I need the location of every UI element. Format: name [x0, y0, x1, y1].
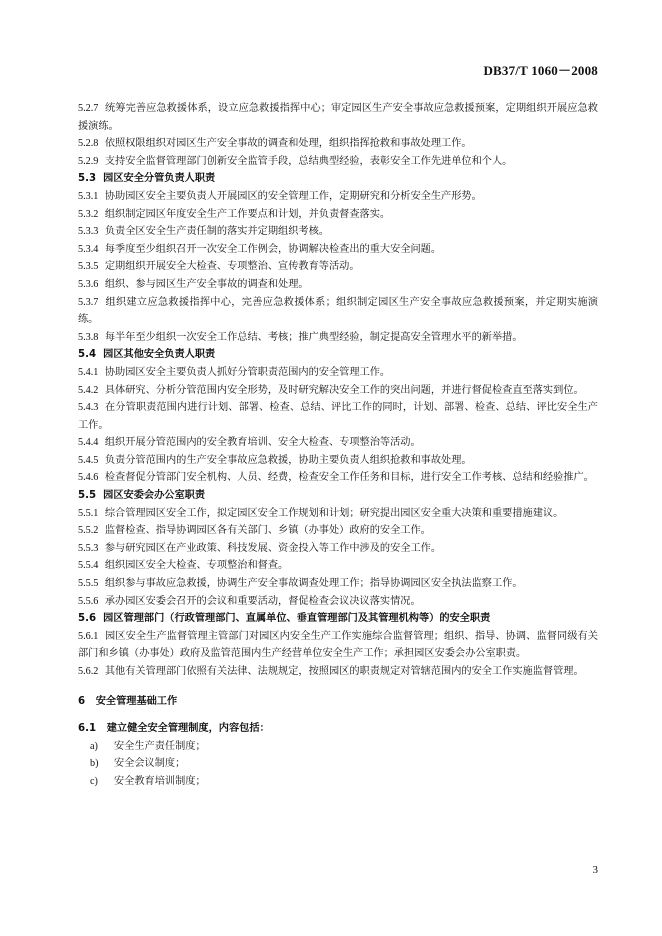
- p-545: 5.4.5 负责分管范围内的生产安全事故应急救援，协助主要负责人组织抢救和事故处理。: [78, 454, 472, 466]
- p-562: 5.6.2 其他有关管理部门依照有关法律、法规规定，按照园区的职责规定对管辖范围内的安全工作实施监督管理。: [78, 666, 584, 677]
- system-list: [78, 738, 598, 791]
- p-546: 5.4.6 检查督促分管部门安全机构、人员、经费，检查安全工作任务和目标，进行安全工作考核、总结和经验推广。: [78, 472, 594, 484]
- list-item: c) 安全教育培训制度；: [90, 775, 206, 787]
- heading-61: 6.1 建立健全安全管理制度，内容包括：: [78, 723, 270, 735]
- p-529: 5.2.9 支持安全监督管理部门创新安全监管手段，总结典型经验，表彰安全工作先进单位和个人。: [78, 155, 513, 167]
- p-555: 5.5.5 组织参与事故应急救援，协调生产安全事故调查处理工作；指导协调园区安全执法监察工作。: [78, 578, 523, 590]
- p-552: 5.5.2 监督检查、指导协调园区各有关部门、乡镇（办事处）政府的安全工作。: [78, 525, 431, 537]
- p-531: 5.3.1 协助园区安全主要负责人开展园区的安全管理工作，定期研究和分析安全生产形势。: [78, 190, 482, 202]
- p-535: 5.3.5 定期组织开展安全大检查、专项整治、宣传教育等活动。: [78, 261, 360, 273]
- p-556: 5.5.6 承办园区安委会召开的会议和重要活动，督促检查会议决议落实情况。: [78, 595, 421, 607]
- p-532: 5.3.2 组织制定园区年度安全生产工作要点和计划，并负责督查落实。: [78, 208, 391, 220]
- document-body: [78, 100, 598, 791]
- document-code: DB37/T 1060－2008: [483, 63, 598, 78]
- list-item: b) 安全会议制度；: [90, 758, 186, 770]
- p-528: 5.2.8 依照权限组织对园区生产安全事故的调查和处理，组织指挥抢救和事故处理工作。: [78, 138, 472, 150]
- p-537: 5.3.7 组织建立应急救援指挥中心，完善应急救援体系；组织制定园区生产安全事故应急救援预案，并定期实施演练。: [78, 296, 598, 326]
- p-553: 5.5.3 参与研究园区在产业政策、科技发展、资金投入等工作中涉及的安全工作。: [78, 542, 442, 554]
- p-541: 5.4.1 协助园区安全主要负责人抓好分管职责范围内的安全管理工作。: [78, 366, 391, 378]
- p-538: 5.3.8 每半年至少组织一次安全工作总结、考核；推广典型经验，制定提高安全管理水平的新举措。: [78, 331, 523, 343]
- p-527: 5.2.7 统筹完善应急救援体系，设立应急救援指挥中心；审定园区生产安全事故应急救援预案，定期组织开展应急救援演练。: [78, 103, 598, 132]
- p-533: 5.3.3 负责全区安全生产责任制的落实并定期组织考核。: [78, 226, 329, 238]
- p-561: 5.6.1 园区安全生产监督管理主管部门对园区内安全生产工作实施综合监督管理；组织、指导、协调、监督同级有关部门和乡镇（办事处）政府及监管范围内生产经营单位安全生产工作；承担园区安委会办公室职责。: [78, 630, 598, 660]
- heading-54: 5.4 园区其他安全负责人职责: [78, 349, 216, 361]
- heading-56: 5.6 园区管理部门（行政管理部门、直属单位、垂直管理部门及其管理机构等）的安全职责: [78, 613, 491, 625]
- p-554: 5.5.4 组织园区安全大检查、专项整治和督查。: [78, 560, 289, 572]
- p-544: 5.4.4 组织开展分管范围内的安全教育培训、安全大检查、专项整治等活动。: [78, 437, 421, 449]
- heading-6: 6 安全管理基础工作: [78, 695, 178, 707]
- list-item: a) 安全生产责任制度；: [90, 740, 206, 752]
- p-536: 5.3.6 组织、参与园区生产安全事故的调查和处理。: [78, 278, 309, 290]
- page-number: 3: [592, 864, 598, 876]
- p-551: 5.5.1 综合管理园区安全工作，拟定园区安全工作规划和计划；研究提出园区安全重大决策和重要措施建议。: [78, 507, 564, 519]
- heading-53: 5.3 园区安全分管负责人职责: [78, 173, 216, 185]
- p-542: 5.4.2 具体研究、分析分管范围内安全形势，及时研究解决安全工作的突出问题，并进行督促检查直至落实到位。: [78, 384, 584, 396]
- p-543: 5.4.3 在分管职责范围内进行计划、部署、检查、总结、评比工作的同时，计划、部署、检查、总结、评比安全生产工作。: [78, 402, 598, 431]
- heading-55: 5.5 园区安委会办公室职责: [78, 490, 206, 502]
- p-534: 5.3.4 每季度至少组织召开一次安全工作例会，协调解决检查出的重大安全问题。: [78, 243, 442, 255]
